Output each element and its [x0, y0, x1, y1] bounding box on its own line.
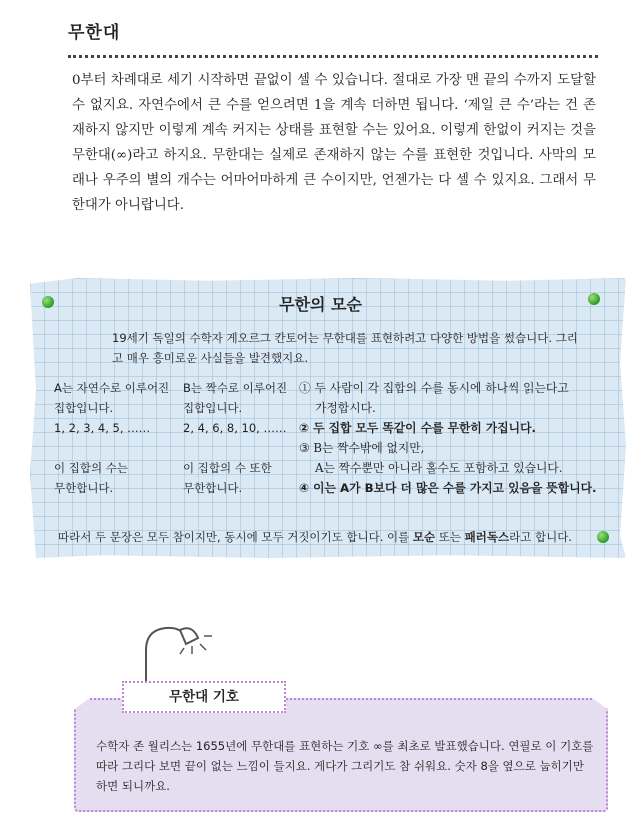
intro-paragraph: 0부터 차례대로 세기 시작하면 끝없이 셀 수 있습니다. 절대로 가장 맨 끝의 수까지 도달할 수 없지요. 자연수에서 큰 수를 얻으려면 1을 계속 더하면 됩니다. ‘제일 큰 수’라는 건 존재하지 않지만 이렇게 계속 커지는 상태를 표현할 수는 있어요. 이렇게 한없이 커지는 것을 무한대(∞)라고 하지요. 무한대는 실제로 존재하지 않는 수를 표현한 것입니다. 사막의 모래나 우주의 별의 개수는 어마어마하게 큰 수이지만, 언젠가는 다 셀 수 있지요. 그래서 무한대가 아니랍니다.	[72, 73, 596, 213]
set-a-column	[54, 378, 179, 498]
set-a-line: 무한합니다.	[54, 481, 114, 495]
dotted-divider	[68, 55, 598, 58]
set-a-line: 1, 2, 3, 4, 5, ……	[54, 421, 151, 435]
set-a-line: 이 집합의 수는	[54, 461, 128, 475]
section-heading: 무한대	[68, 23, 121, 43]
conclusion-text: 또는	[435, 530, 465, 544]
conclusion-text: 라고 합니다.	[509, 530, 572, 544]
reasoning-line: ① 두 사람이 각 집합의 수를 동시에 하나씩 읽는다고	[299, 381, 569, 395]
symbol-box-title: 무한대 기호	[122, 681, 286, 713]
reasoning-line: A는 짝수뿐만 아니라 홀수도 포함하고 있습니다.	[315, 461, 563, 475]
reasoning-line: ③ B는 짝수밖에 없지만,	[299, 441, 425, 455]
set-b-line: 2, 4, 6, 8, 10, ……	[183, 421, 287, 435]
set-b-line: 집합입니다.	[183, 401, 243, 415]
set-b-line: B는 짝수로 이루어진	[183, 381, 288, 395]
set-b-line: 무한합니다.	[183, 481, 243, 495]
symbol-description: 수학자 존 월리스는 1655년에 무한대를 표현하는 기호 ∞를 최초로 발표했습니다. 연필로 이 기호를 따라 그리다 보면 끝이 없는 느낌이 들지요. 게다가 그리기도 참 쉬워요. 숫자 8을 옆으로 눕히기만 하면 되니까요.	[96, 739, 594, 793]
reasoning-column	[299, 378, 619, 498]
pushpin-icon	[597, 531, 609, 543]
term-paradox: 패러독스	[464, 530, 510, 544]
paradox-intro: 19세기 독일의 수학자 게오르그 칸토어는 무한대를 표현하려고 다양한 방법을 썼습니다. 그리고 매우 흥미로운 사실들을 발견했지요.	[112, 331, 578, 365]
reasoning-line: ④ 이는 A가 B보다 더 많은 수를 가지고 있음을 뜻합니다.	[299, 481, 597, 495]
conclusion-text: 따라서 두 문장은 모두 참이지만, 동시에 모두 거짓이기도 합니다. 이를	[58, 530, 413, 544]
set-b-line: 이 집합의 수 또한	[183, 461, 272, 475]
set-a-line: 집합입니다.	[54, 401, 114, 415]
reasoning-line: 가정합시다.	[315, 401, 376, 415]
set-a-line: A는 자연수로 이루어진	[54, 381, 170, 395]
term-contradiction: 모순	[412, 530, 436, 544]
paradox-conclusion	[58, 529, 598, 545]
paradox-title: 무한의 모순	[279, 295, 362, 314]
reasoning-line: ② 두 집합 모두 똑같이 수를 무한히 가집니다.	[299, 421, 536, 435]
desk-lamp-icon	[140, 620, 220, 690]
set-b-column	[183, 378, 298, 498]
